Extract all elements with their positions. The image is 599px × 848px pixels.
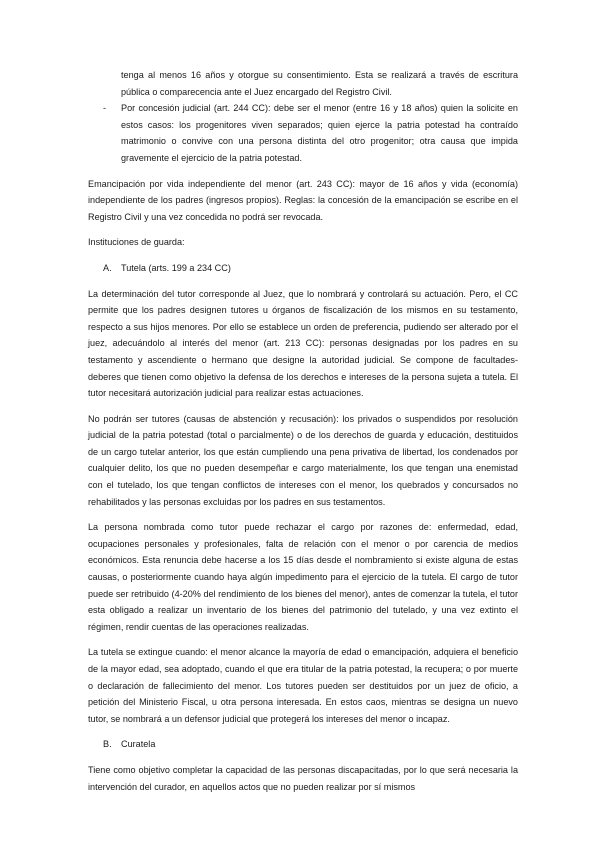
section-title: Curatela bbox=[121, 739, 156, 750]
bullet-item bbox=[88, 100, 518, 166]
document-body bbox=[88, 67, 518, 795]
paragraph-no-podran: No podrán ser tutores (causas de abstención y recusación): los privados o suspendidos por resolución judicial de la patria potestad (total o parcialmente) o de los derechos de guarda y educación, destituidos de un cargo tutelar anterior, los que están cumpliendo una pena privativa de libertad, los condenados por cualquier delito, los que no pueden desempeñar e cargo materialmente, los que tengan una enemistad con el tutelado, los que tengan conflictos de intereses con el menor, los quebrados y concursados no rehabilitados y las personas excluidas por los padres en sus testamentos. bbox=[88, 413, 518, 507]
paragraph-extingue: La tutela se extingue cuando: el menor alcance la mayoría de edad o emancipación, adquiera el beneficio de la mayor edad, sea adoptado, cuando el que era titular de la patria potestad, la recupera; o por muerte o declaración de fallecimiento del menor. Los tutores pueden ser destituidos por un juez de oficio, a petición del Ministerio Fiscal, u otra persona interesada. En estos caos, mientras se designa un nuevo tutor, se nombrará a un defensor judicial que protegerá los intereses del menor o incapaz. bbox=[88, 647, 518, 724]
bullet-continuation: tenga al menos 16 años y otorgue su consentimiento. Esta se realizará a través de escritura pública o comparecencia ante el Juez encargado del Registro Civil. bbox=[121, 70, 518, 97]
paragraph-rechazar: La persona nombrada como tutor puede rechazar el cargo por razones de: enfermedad, edad, ocupaciones personales y profesionales, falta de relación con el menor o por carencia de medios económicos. Esta renuncia debe hacerse a los 15 días desde el nombramiento si existe alguna de estas causas, o posteriormente cuando haya algún impedimento para el ejercicio de la tutela. El cargo de tutor puede ser retribuido (4-20% del rendimiento de los bienes del menor), antes de comenzar la tutela, el tutor esta obligado a realizar un inventario de los bienes del patrimonio del tutelado, y una vez extinto el régimen, rendir cuentas de las operaciones realizadas. bbox=[88, 522, 518, 632]
bullet-text: Por concesión judicial (art. 244 CC): debe ser el menor (entre 16 y 18 años) quien la solicite en estos casos: los progenitores viven separados; quien ejerce la patria potestad ha contraído matrimonio o convive con una persona distinta del otro progenitor; otra causa que impida gravemente el ejercicio de la patria potestad. bbox=[121, 103, 518, 163]
section-heading-tutela bbox=[88, 260, 518, 277]
section-title: Tutela (arts. 199 a 234 CC) bbox=[121, 262, 231, 273]
section-letter: A. bbox=[103, 262, 112, 273]
section-heading-curatela bbox=[88, 736, 518, 753]
paragraph-instituciones: Instituciones de guarda: bbox=[88, 237, 185, 248]
paragraph-tutor-determinacion: La determinación del tutor corresponde al Juez, que lo nombrará y controlará su actuación. Pero, el CC permite que los padres designen tutores u órganos de fiscalización de los mismos en su testamento, respecto a sus hijos menores. Por ello se establece un orden de preferencia, pudiendo ser alterado por el juez, adecuándolo al interés del menor (art. 213 CC): personas designadas por los padres en su testamento y ascendiente o hermano que designe la autoridad judicial. Se compone de facultades-deberes que tienen como objetivo la defensa de los derechos e intereses de la persona sujeta a tutela. El tutor necesitará autorización judicial para realizar estas actuaciones. bbox=[88, 288, 518, 399]
section-letter: B. bbox=[103, 739, 112, 750]
paragraph-curatela: Tiene como objetivo completar la capacidad de las personas discapacitadas, por lo que será necesaria la intervención del curador, en aquellos actos que no pueden realizar por sí mismos bbox=[88, 764, 518, 792]
paragraph-emancipacion: Emancipación por vida independiente del menor (art. 243 CC): mayor de 16 años y vida (economía) independiente de los padres (ingresos propios). Reglas: la concesión de la emancipación se escribe en el Registro Civil y una vez concedida no podrá ser revocada. bbox=[88, 178, 518, 222]
bullet-marker: - bbox=[103, 103, 107, 114]
